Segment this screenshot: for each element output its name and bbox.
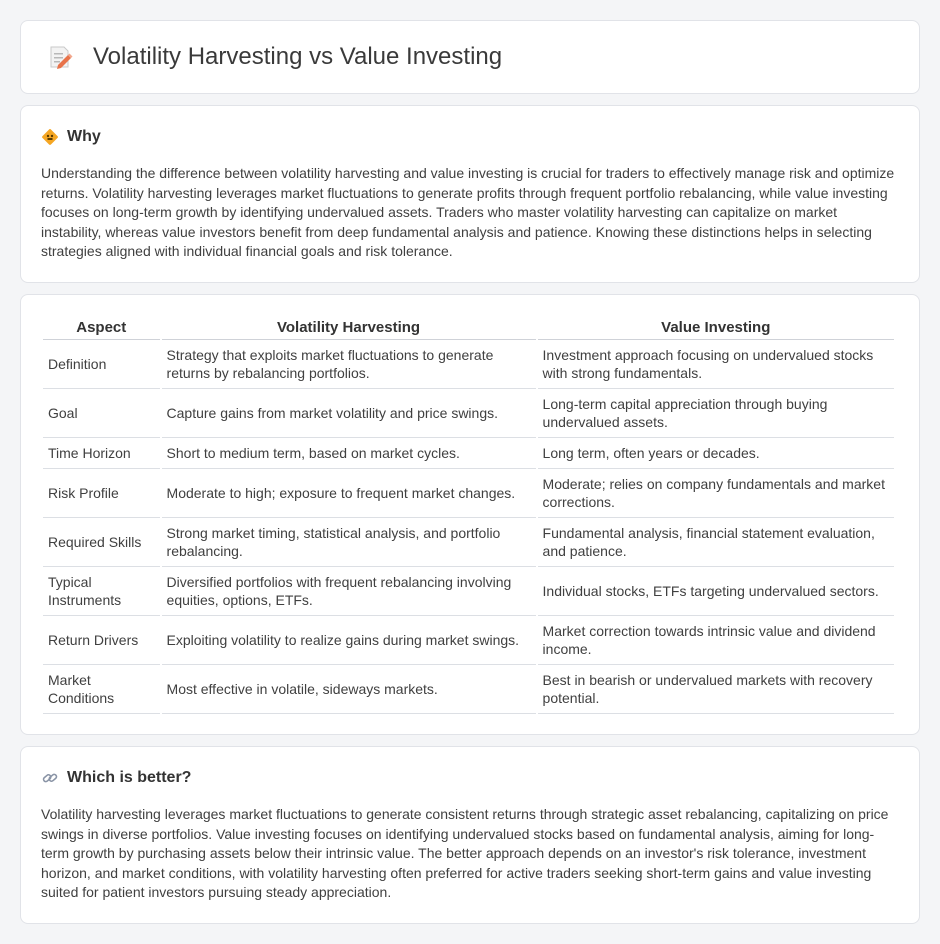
value-cell: Investment approach focusing on undervalued stocks with strong fundamentals. <box>538 340 894 389</box>
volatility-cell: Most effective in volatile, sideways markets. <box>162 665 536 714</box>
volatility-cell: Short to medium term, based on market cycles. <box>162 438 536 469</box>
value-cell: Long-term capital appreciation through buying undervalued assets. <box>538 389 894 438</box>
table-row <box>43 469 894 518</box>
volatility-cell: Strategy that exploits market fluctuations to generate returns by rebalancing portfolios. <box>162 340 536 389</box>
why-heading <box>41 128 899 146</box>
value-cell: Moderate; relies on company fundamentals and market corrections. <box>538 469 894 518</box>
volatility-cell: Capture gains from market volatility and price swings. <box>162 389 536 438</box>
value-cell: Long term, often years or decades. <box>538 438 894 469</box>
why-section <box>20 105 920 283</box>
which-is-better-section <box>20 746 920 924</box>
aspect-cell: Time Horizon <box>43 438 160 469</box>
why-heading-label: Why <box>67 128 101 145</box>
memo-pencil-icon <box>47 44 73 70</box>
volatility-cell: Diversified portfolios with frequent rebalancing involving equities, options, ETFs. <box>162 567 536 616</box>
why-paragraph: Understanding the difference between volatility harvesting and value investing is crucial for traders to effectively manage risk and optimize returns. Volatility harvesting leverages market fluctuations to generate profits through frequent portfolio rebalancing, while value investing focuses on long-term growth by identifying undervalued assets. Traders who master volatility harvesting can capitalize on market instability, whereas value investors benefit from deep fundamental analysis and patience. Knowing these distinctions helps in selecting strategies aligned with individual financial goals and risk tolerance. <box>41 165 895 259</box>
title-card <box>20 20 920 94</box>
comparison-table <box>41 317 896 714</box>
aspect-cell: Goal <box>43 389 160 438</box>
diamond-signs-icon <box>41 128 59 146</box>
volatility-cell: Exploiting volatility to realize gains during market swings. <box>162 616 536 665</box>
table-row <box>43 665 894 714</box>
value-cell: Fundamental analysis, financial statement evaluation, and patience. <box>538 518 894 567</box>
aspect-cell: Definition <box>43 340 160 389</box>
value-cell: Individual stocks, ETFs targeting undervalued sectors. <box>538 567 894 616</box>
link-icon <box>41 769 59 787</box>
column-header-value-investing: Value Investing <box>538 317 894 340</box>
column-header-volatility-harvesting: Volatility Harvesting <box>162 317 536 340</box>
aspect-cell: Return Drivers <box>43 616 160 665</box>
table-row <box>43 389 894 438</box>
better-heading-label: Which is better? <box>67 769 192 786</box>
better-paragraph: Volatility harvesting leverages market fluctuations to generate consistent returns through strategic asset rebalancing, capitalizing on price swings in diverse portfolios. Value investing focuses on identifying undervalued stocks based on fundamental analysis, aiming for long-term growth by purchasing assets below their intrinsic value. The better approach depends on an investor's risk tolerance, investment horizon, and market conditions, with volatility harvesting often preferred for active traders seeking short-term gains and value investing suited for patient investors pursuing steady appreciation. <box>41 806 889 900</box>
column-header-aspect: Aspect <box>43 317 160 340</box>
table-row <box>43 567 894 616</box>
value-cell: Market correction towards intrinsic value and dividend income. <box>538 616 894 665</box>
aspect-cell: Typical Instruments <box>43 567 160 616</box>
table-row <box>43 518 894 567</box>
value-cell: Best in bearish or undervalued markets with recovery potential. <box>538 665 894 714</box>
table-row <box>43 616 894 665</box>
aspect-cell: Market Conditions <box>43 665 160 714</box>
aspect-cell: Risk Profile <box>43 469 160 518</box>
better-heading <box>41 769 899 787</box>
table-row <box>43 438 894 469</box>
aspect-cell: Required Skills <box>43 518 160 567</box>
page-title: Volatility Harvesting vs Value Investing <box>93 43 503 70</box>
volatility-cell: Moderate to high; exposure to frequent market changes. <box>162 469 536 518</box>
table-row <box>43 340 894 389</box>
comparison-table-card <box>20 294 920 735</box>
table-header-row <box>43 317 894 340</box>
volatility-cell: Strong market timing, statistical analysis, and portfolio rebalancing. <box>162 518 536 567</box>
